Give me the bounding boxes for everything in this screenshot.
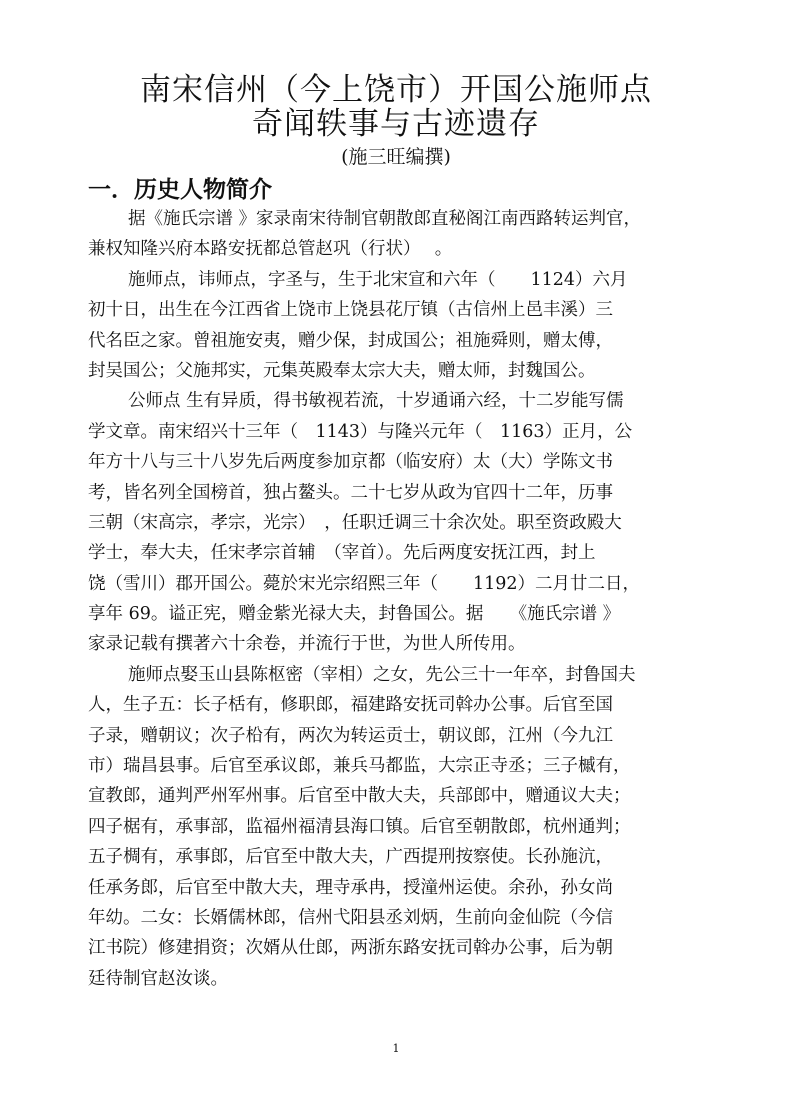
author-line: (施三旺编撰) [341, 146, 451, 168]
text-line: 江书院）修建捐资；次婿从仕郎，两浙东路安抚司斡办公事，后为朝 [88, 938, 613, 959]
text-line: 据《施氏宗谱 》家录南宋待制官朝散郎直秘阁江南西路转运判官， [128, 209, 642, 229]
text-line: 学士，奉大夫，任宋孝宗首辅 （宰首）。先后两度安抚江西，封上 [88, 543, 596, 564]
text-line: 三朝（宋高宗，孝宗，光宗） ，任职迁调三十余次处。职至资政殿大 [88, 512, 622, 533]
page-number: 1 [392, 1042, 400, 1055]
text-line: 初十日，出生在今江西省上饶市上饶县花厅镇（古信州上邑丰溪）三 [88, 300, 613, 321]
text-line: 任承务郎，后官至中散大夫，理寺承冉，授潼州运使。余孙，孙女尚 [88, 877, 613, 898]
text-line: 廷待制官赵汝谈。 [88, 968, 228, 989]
text-line: 学文章。南宋绍兴十三年（ 1143）与隆兴元年（ 1163）正月，公 [88, 421, 633, 442]
text-line: 年幼。二女：长婿儒林郎，信州弋阳县丞刘炳，生前向金仙院（今信 [88, 907, 613, 928]
text-line: 考，皆名列全国榜首，独占鳌头。二十七岁从政为官四十二年，历事 [88, 482, 613, 503]
text-line: 宣教郎，通判严州军州事。后官至中散大夫，兵部郎中，赠通议大夫； [88, 786, 631, 807]
text-line: 施师点，讳师点，字圣与，生于北宋宣和六年（ 1124）六月 [128, 269, 628, 290]
document-title-line-2: 奇闻轶事与古迹遗存 [252, 106, 540, 142]
text-line: 年方十八与三十八岁先后两度参加京都（临安府）太（大）学陈文书 [88, 452, 613, 473]
text-line: 子录，赠朝议；次子柗有，两次为转运贡士，朝议郎，江州（今九江 [88, 725, 613, 746]
text-line: 五子椆有，承事郎，后官至中散大夫，广西提刑按察使。长孙施沆， [88, 847, 613, 868]
section-heading: 一．历史人物简介 [88, 177, 272, 203]
text-line: 施师点娶玉山县陈枢密（宰相）之女，先公三十一年卒，封鲁国夫 [128, 664, 636, 685]
text-line: 市）瑞昌县事。后官至承议郎，兼兵马都监，大宗正寺丞；三子槭有， [88, 756, 631, 777]
text-line: 享年 69。谥正宪，赠金紫光禄大夫，封鲁国公。据 《施氏宗谱 》 [88, 604, 621, 625]
text-line: 四子椐有，承事部，监福州福清县海口镇。后官至朝散郎，杭州通判； [88, 816, 631, 837]
text-line: 饶（雪川）郡开国公。薨於宋光宗绍熙三年（ 1192）二月廿二日， [88, 573, 641, 594]
text-line: 封吴国公；父施邦实，元集英殿奉太宗大夫，赠太师，封魏国公。 [88, 360, 596, 381]
text-line: 公师点 生有异质，得书敏视若流，十岁通诵六经，十二岁能写儒 [128, 391, 624, 412]
text-line: 兼权知隆兴府本路安抚都总管赵巩（行状） 。 [88, 239, 453, 260]
document-title-line-1: 南宋信州（今上饶市）开国公施师点 [140, 72, 652, 108]
text-line: 家录记载有撰著六十余卷，并流行于世，为世人所传用。 [88, 634, 526, 655]
text-line: 代名臣之家。曾祖施安夷，赠少保，封成国公；祖施舜则，赠太傅， [88, 330, 613, 351]
text-line: 人，生子五：长子栝有，修职郎，福建路安抚司斡办公事。后官至国 [88, 695, 613, 716]
body-text [88, 204, 728, 994]
